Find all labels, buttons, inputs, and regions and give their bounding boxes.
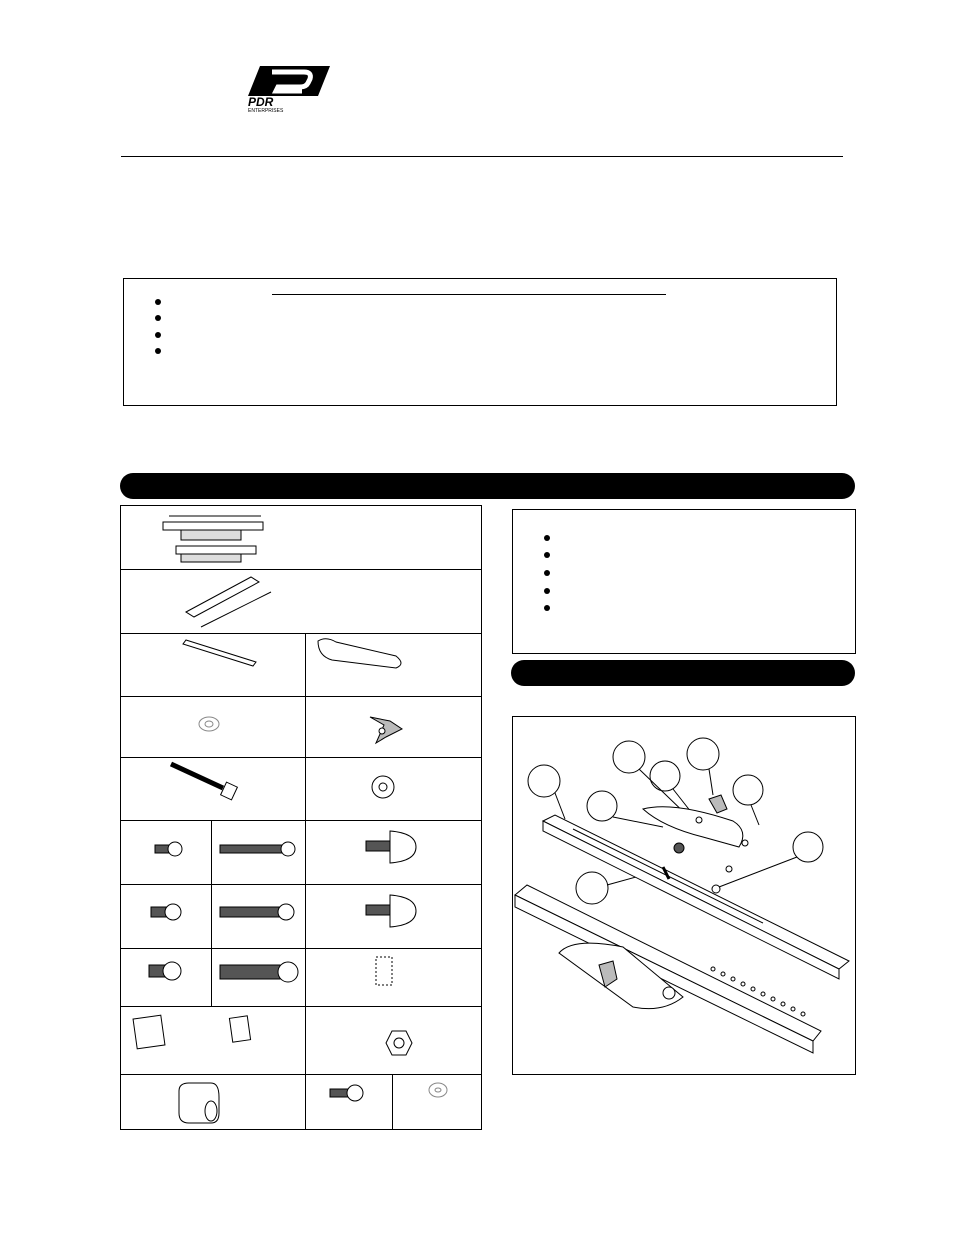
part-cell-carriage-bolt-2 [306, 885, 481, 949]
spacer-plate-icon [131, 1013, 291, 1053]
wrench-icon [316, 636, 416, 676]
screw-icon [147, 957, 183, 985]
part-cell-spacer [121, 1075, 306, 1129]
parts-grid [120, 505, 482, 1130]
callout-circle [650, 761, 680, 791]
exploded-view-diagram [513, 717, 857, 1076]
part-cell-rod [121, 634, 306, 697]
features-box [512, 509, 856, 654]
screw-icon [218, 899, 298, 925]
part-cell-screw-short-2 [121, 885, 212, 949]
rail-icon [181, 572, 301, 632]
screw-icon [218, 837, 298, 861]
part-cell-screw-long-1 [212, 821, 306, 885]
part-cell-washer [121, 697, 306, 758]
part-cell-small-washer [393, 1075, 481, 1129]
logo-subtext: ENTERPRISES [248, 108, 284, 114]
part-cell-screw-long-2 [212, 885, 306, 949]
notice-title-underline [272, 294, 666, 295]
callout-circle [793, 832, 823, 862]
part-cell-rail [121, 570, 481, 634]
part-cell-screw-short-3 [121, 949, 212, 1007]
washer-icon [427, 1081, 449, 1099]
header-rule [121, 156, 843, 157]
spacer-icon [175, 1081, 225, 1125]
flat-washer-icon [370, 774, 396, 800]
part-cell-bracket [121, 506, 481, 570]
carriage-bolt-icon [364, 891, 424, 931]
screw-icon [149, 899, 183, 925]
washer-icon [197, 715, 221, 733]
part-cell-screw-short-1 [121, 821, 212, 885]
assembly-header-bar [511, 660, 855, 686]
part-cell-wrench [306, 634, 481, 697]
callout-circle [587, 791, 617, 821]
part-cell-spacer-plates [121, 1007, 306, 1075]
part-cell-flat-washer [306, 758, 481, 821]
part-cell-lock-washer [306, 949, 481, 1007]
notice-bullet [155, 299, 161, 305]
callout-circle [733, 775, 763, 805]
screw-icon [153, 837, 183, 861]
part-cell-screw-long-3 [212, 949, 306, 1007]
part-cell-small-screw [306, 1075, 393, 1129]
assembly-diagram [512, 716, 856, 1075]
callout-circle [576, 872, 608, 904]
notice-box [123, 278, 837, 406]
rod-icon [181, 636, 271, 676]
feature-bullet [544, 552, 550, 558]
notice-bullet [155, 332, 161, 338]
notice-bullet [155, 315, 161, 321]
bracket-icon [151, 506, 291, 566]
wing-knob-icon [366, 707, 406, 747]
notice-bullet [155, 348, 161, 354]
callout-circle [613, 741, 645, 773]
screw-icon [328, 1081, 368, 1105]
callout-circle [687, 738, 719, 770]
feature-bullet [544, 588, 550, 594]
logo-text: PDR [248, 95, 274, 109]
lock-washer-icon [372, 955, 396, 987]
callout-circle [528, 765, 560, 797]
screw-icon [218, 957, 302, 989]
lag-bolt-icon [169, 760, 249, 802]
part-cell-hex-nut [306, 1007, 481, 1075]
pdr-logo-icon [244, 66, 330, 112]
carriage-bolt-icon [364, 827, 424, 867]
pdr-logo [244, 66, 330, 112]
part-cell-carriage-bolt-1 [306, 821, 481, 885]
feature-bullet [544, 535, 550, 541]
hardware-header-bar [120, 473, 855, 499]
part-cell-lag-bolt [121, 758, 306, 821]
feature-bullet [544, 605, 550, 611]
part-cell-wing-knob [306, 697, 481, 758]
hex-nut-icon [384, 1029, 414, 1059]
feature-bullet [544, 570, 550, 576]
